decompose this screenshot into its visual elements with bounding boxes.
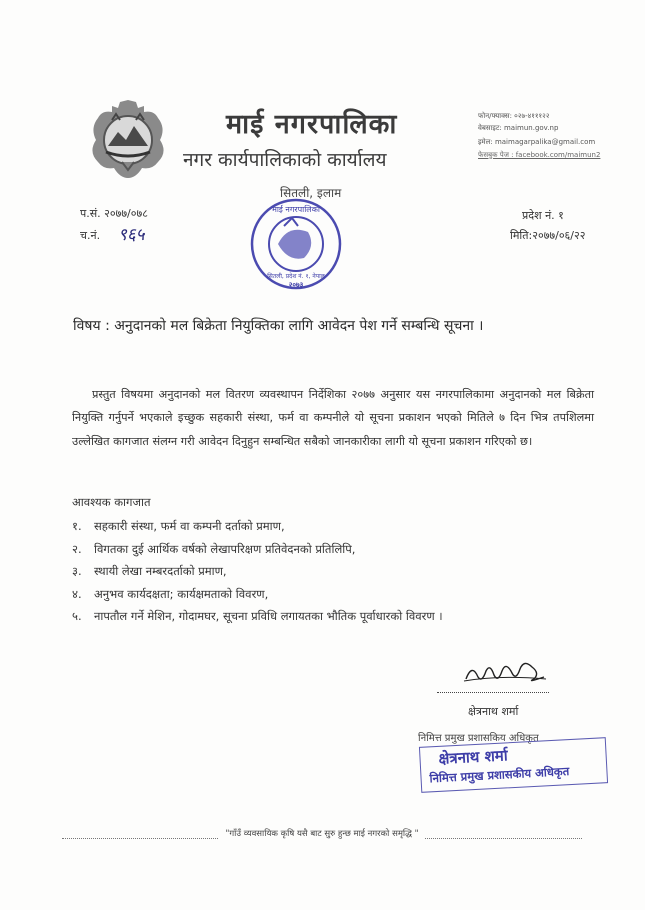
list-item — [72, 515, 443, 538]
list-item-text: नापतौल गर्ने मेशिन, गोदामघर, सूचना प्रविधि लगायतका भौतिक पूर्वाधारको विवरण । — [94, 609, 443, 623]
signatory-title: निमित्त प्रमुख प्रशासकिय अधिकृत — [418, 733, 539, 744]
stamp-title: निमित्त प्रमुख प्रशासकीय अधिकृत — [429, 764, 570, 786]
list-item-number: ५. — [72, 609, 82, 623]
list-item-text: सहकारी संस्था, फर्म वा कम्पनी दर्ताको प्रमाण, — [94, 519, 285, 533]
list-item-number: १. — [72, 519, 82, 533]
seal-year: २०७३ — [288, 281, 304, 289]
office-location: सितली, इलाम — [280, 186, 342, 200]
contact-facebook: फेसबुक पेज : facebook.com/maimun2 — [478, 151, 601, 159]
list-item-number: २. — [72, 541, 82, 556]
list-item — [72, 605, 443, 628]
office-name: नगर कार्यपालिकाको कार्यालय — [183, 149, 387, 171]
letter-date: मिति:२०७७/०६/२२ — [510, 229, 586, 242]
footer-slogan-container — [62, 828, 582, 839]
list-item-number: ४. — [72, 586, 82, 601]
list-item-number: ३. — [72, 564, 82, 578]
notice-body: प्रस्तुत विषयमा अनुदानको मल वितरण व्यवस्थापन निर्देशिका २०७७ अनुसार यस नगरपालिकामा अनुदानको मल बिक्रेता नियुक्ति गर्नुपर्ने भएकाले इच्छुक सहकारी संस्था, फर्म वा कम्पनीले यो सूचना प्रकाशन भएको मितिले ७ दिन भित्र तपशिलमा उल्लेखित कागजात संलग्न गरी आवेदन दिनुहुन सम्बन्धित सबैको जानकारीका लागी यो सूचना प्रकाशन गरिएको छ। — [72, 388, 594, 448]
office-seal-stamp — [248, 196, 344, 292]
organization-name: माई नगरपालिका — [226, 109, 398, 140]
signatory-name: क्षेत्रनाथ शर्मा — [468, 705, 519, 718]
footer-slogan: "गाँउँ व्यवसायिक कृषि यसै बाट सुरु हुन्छ माई नगरको समृद्धि " — [219, 829, 424, 839]
list-item-text: विगतका दुई आर्थिक वर्षको लेखापरिक्षण प्रतिवेदनको प्रतिलिपि, — [94, 541, 356, 556]
seal-text-top: माई नगरपालिका — [272, 205, 320, 214]
signature-line — [437, 692, 549, 693]
province-number: प्रदेश नं. १ — [522, 209, 564, 222]
contact-phone: फोन/फ्याक्स: ०२७-४१११२२ — [478, 112, 550, 120]
list-item — [72, 538, 443, 561]
list-item — [72, 560, 443, 583]
contact-email: इमेल: maimagarpalika@gmail.com — [478, 138, 596, 146]
list-item-text: अनुभव कार्यदक्षता; कार्यक्षमताको विवरण, — [94, 586, 269, 601]
documents-heading: आवश्यक कागजात — [72, 495, 151, 509]
handwritten-signature — [460, 653, 550, 689]
documents-list — [72, 515, 443, 628]
list-item-text: स्थायी लेखा नम्बरदर्ताको प्रमाण, — [94, 564, 227, 578]
contact-website: वेबसाइट: maimun.gov.np — [478, 124, 559, 132]
fiscal-year: प.सं. २०७७/०७८ — [80, 207, 148, 220]
dispatch-label: च.नं. — [80, 229, 101, 242]
dispatch-number: ९६५ — [118, 225, 145, 245]
seal-text-bottom: सितली, प्रदेश नं. १, नेपाल — [267, 273, 325, 280]
stamp-name: क्षेत्रनाथ शर्मा — [438, 746, 509, 768]
list-item — [72, 583, 443, 606]
municipality-emblem-icon — [82, 98, 174, 184]
notice-subject: विषय : अनुदानको मल बिक्रेता नियुक्तिका लागि आवेदन पेश गर्ने सम्बन्धि सूचना । — [73, 318, 484, 334]
officer-name-stamp — [419, 737, 608, 793]
